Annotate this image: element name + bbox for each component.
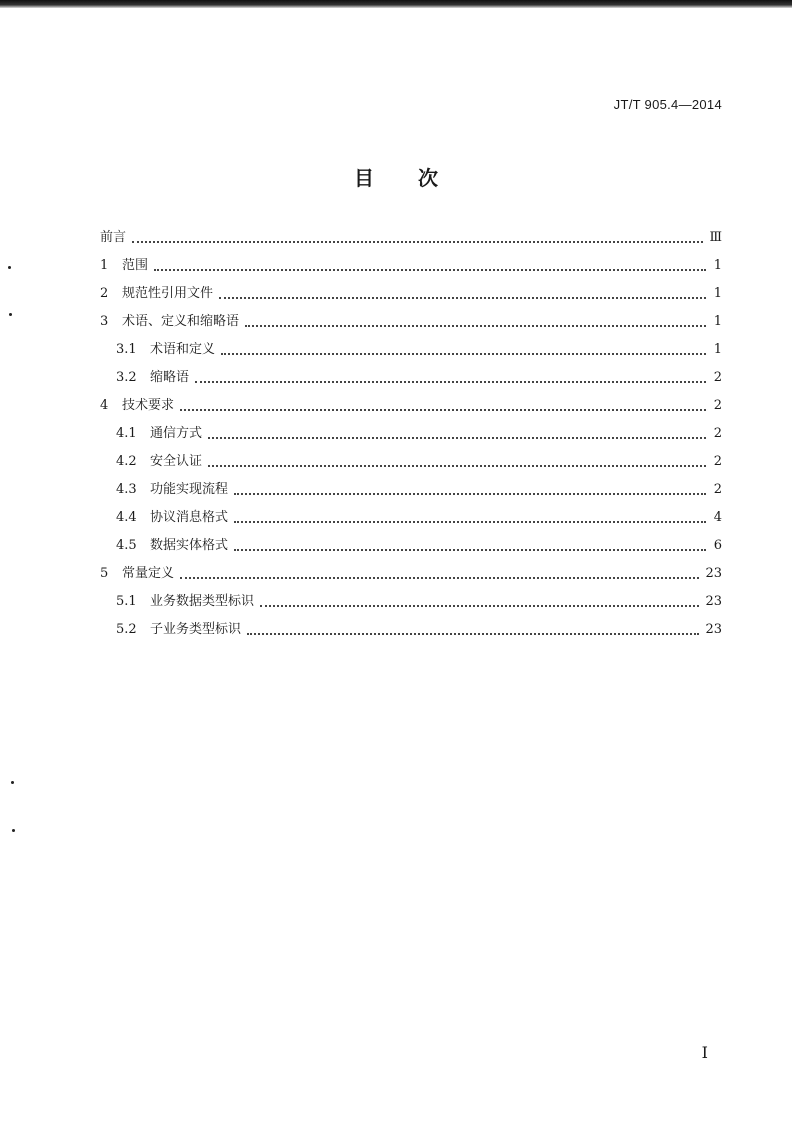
toc-dot-leader (154, 269, 706, 271)
toc-entry-page: 4 (713, 510, 722, 525)
toc-entry-number: 4.1 (116, 426, 137, 441)
table-of-contents (100, 224, 722, 644)
toc-entry-page: 2 (713, 370, 722, 385)
toc-entry-title: 术语、定义和缩略语 (122, 314, 240, 329)
toc-entry[interactable] (100, 476, 722, 504)
toc-entry[interactable] (100, 224, 722, 252)
toc-entry-number: 5.1 (116, 594, 137, 609)
toc-entry-title: 规范性引用文件 (122, 286, 214, 301)
toc-entry-page: 6 (713, 538, 722, 553)
scan-edge-shadow (0, 0, 792, 8)
page-number: I (701, 1043, 708, 1062)
toc-entry-title: 前言 (100, 230, 127, 245)
toc-dot-leader (208, 437, 706, 439)
toc-dot-leader (260, 605, 699, 607)
toc-entry-page: Ⅲ (709, 230, 722, 245)
toc-entry-title: 技术要求 (122, 398, 175, 413)
toc-entry-page: 23 (705, 566, 722, 581)
toc-entry[interactable] (100, 364, 722, 392)
toc-entry-title: 缩略语 (150, 370, 190, 385)
toc-dot-leader (234, 493, 706, 495)
toc-entry-page: 1 (713, 314, 722, 329)
toc-dot-leader (245, 325, 706, 327)
toc-entry-number: 4.5 (116, 538, 137, 553)
toc-entry-page: 1 (713, 342, 722, 357)
toc-entry-number: 5 (100, 566, 109, 581)
toc-dot-leader (180, 409, 706, 411)
toc-entry[interactable] (100, 308, 722, 336)
toc-entry-page: 2 (713, 454, 722, 469)
toc-entry[interactable] (100, 420, 722, 448)
toc-entry[interactable] (100, 336, 722, 364)
toc-entry[interactable] (100, 280, 722, 308)
toc-dot-leader (234, 521, 706, 523)
toc-entry[interactable] (100, 616, 722, 644)
toc-entry[interactable] (100, 588, 722, 616)
toc-entry[interactable] (100, 392, 722, 420)
toc-entry-title: 业务数据类型标识 (150, 594, 255, 609)
toc-entry-number: 3.2 (116, 370, 137, 385)
toc-entry-number: 1 (100, 258, 109, 273)
page-title: 目次 (354, 166, 482, 190)
toc-entry[interactable] (100, 252, 722, 280)
toc-entry-title: 安全认证 (150, 454, 203, 469)
toc-entry-number: 4 (100, 398, 109, 413)
toc-dot-leader (132, 241, 703, 243)
toc-entry-number: 3 (100, 314, 109, 329)
scan-speck (11, 781, 14, 784)
toc-entry-page: 2 (713, 398, 722, 413)
toc-dot-leader (247, 633, 699, 635)
toc-entry[interactable] (100, 504, 722, 532)
toc-entry-page: 1 (713, 286, 722, 301)
toc-entry-page: 1 (713, 258, 722, 273)
toc-entry-title: 功能实现流程 (150, 482, 229, 497)
toc-entry-number: 5.2 (116, 622, 137, 637)
toc-dot-leader (208, 465, 706, 467)
toc-entry-number: 4.4 (116, 510, 137, 525)
toc-entry-number: 3.1 (116, 342, 137, 357)
toc-entry-page: 23 (705, 594, 722, 609)
toc-entry-title: 范围 (122, 258, 149, 273)
toc-entry-title: 协议消息格式 (150, 510, 229, 525)
toc-entry-title: 术语和定义 (150, 342, 216, 357)
document-code: JT/T 905.4—2014 (613, 97, 722, 112)
toc-entry-title: 通信方式 (150, 426, 203, 441)
toc-entry-number: 4.3 (116, 482, 137, 497)
scan-speck (12, 829, 15, 832)
toc-entry-page: 2 (713, 482, 722, 497)
toc-entry[interactable] (100, 560, 722, 588)
toc-entry-title: 常量定义 (122, 566, 175, 581)
toc-entry[interactable] (100, 448, 722, 476)
toc-entry-title: 子业务类型标识 (150, 622, 242, 637)
toc-entry-number: 2 (100, 286, 109, 301)
toc-entry-page: 23 (705, 622, 722, 637)
toc-dot-leader (219, 297, 706, 299)
toc-entry-number: 4.2 (116, 454, 137, 469)
toc-dot-leader (195, 381, 706, 383)
toc-entry-page: 2 (713, 426, 722, 441)
toc-entry-title: 数据实体格式 (150, 538, 229, 553)
scan-speck (8, 266, 11, 269)
toc-dot-leader (234, 549, 706, 551)
toc-dot-leader (221, 353, 706, 355)
toc-entry[interactable] (100, 532, 722, 560)
scan-speck (9, 313, 12, 316)
toc-dot-leader (180, 577, 699, 579)
